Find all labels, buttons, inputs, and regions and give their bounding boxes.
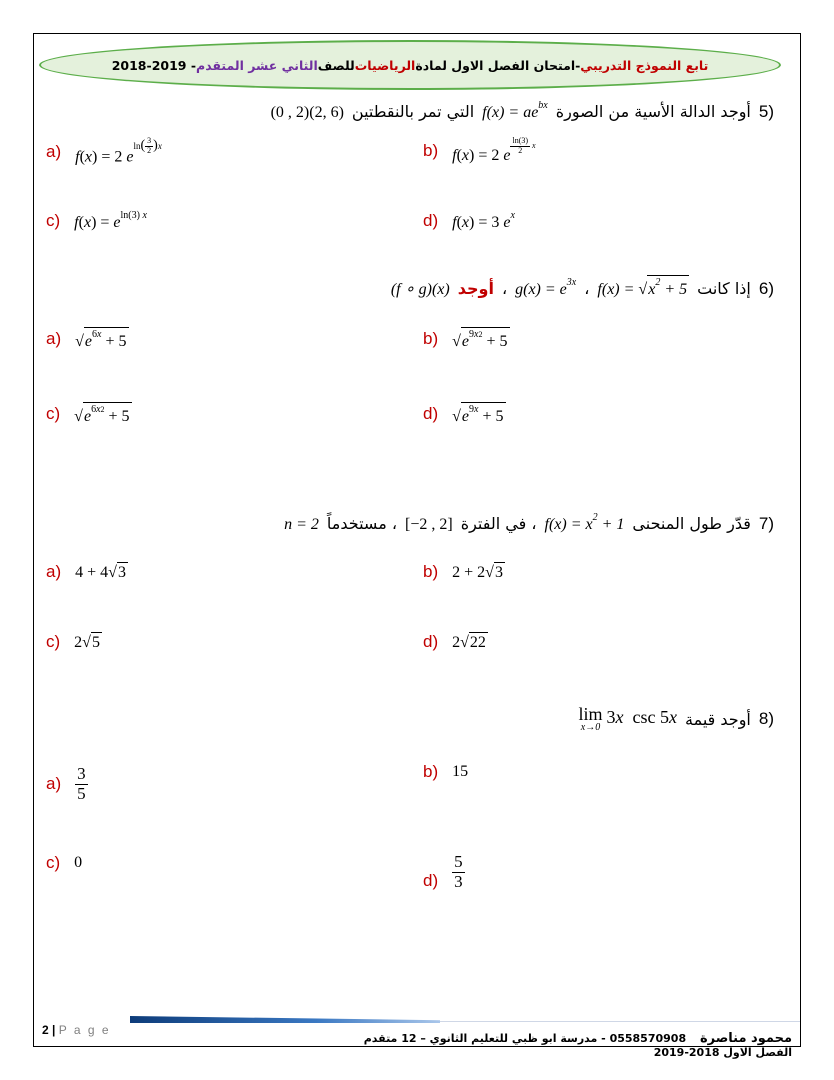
q5-option-b-value: f(x) = 2 e $^{\frac{\ln(3)}{2} x}$: [452, 136, 536, 165]
q7-option-b[interactable]: [423, 562, 505, 582]
q7-option-a-value: 4 + 4√3: [75, 564, 126, 581]
question-8-text: أوجد قيمة: [685, 709, 751, 729]
q5-option-a-label: a): [46, 141, 62, 161]
q6-option-a-label: a): [46, 329, 62, 348]
footer-divider: [440, 1021, 800, 1022]
question-6-sep1: ،: [584, 279, 590, 298]
q8-option-d-value: [452, 853, 465, 891]
q8-option-a[interactable]: [46, 765, 88, 803]
page-number: 2: [42, 1023, 49, 1037]
question-6-sep2: ،: [501, 279, 508, 298]
question-8-number: 8): [758, 709, 774, 728]
footer-phone: 0558570908: [609, 1032, 687, 1045]
question-5: [271, 100, 774, 122]
question-6-highlight: أوجد: [457, 279, 494, 298]
question-6: [391, 275, 774, 299]
q8-option-a-value: [75, 765, 88, 803]
q5-option-d[interactable]: [423, 210, 515, 232]
page-frame: [33, 33, 801, 1047]
q6-option-c-label: c): [46, 404, 61, 423]
q7-option-d[interactable]: [423, 632, 488, 652]
footer-credits: [364, 1031, 792, 1059]
q7-option-c-value: 2√5: [74, 634, 100, 651]
q8-option-a-label: a): [46, 774, 62, 794]
question-7: [284, 512, 774, 534]
header-grade: الثاني عشر المتقدم: [196, 57, 318, 73]
question-6-g: $g(x) = e^{3x}$: [515, 277, 577, 298]
q5-option-c-value: $f(x) = e^{ln(3) x}$: [74, 210, 147, 231]
q5-option-c-label: c): [46, 211, 61, 230]
q6-option-b-label: b): [423, 329, 439, 348]
q7-option-a[interactable]: [46, 562, 128, 582]
question-6-number: 6): [758, 279, 774, 298]
question-5-points: (0 , 2)(2, 6): [270, 104, 344, 121]
footer-page-number: 2 | P a g e: [42, 1023, 111, 1037]
q7-option-d-label: d): [423, 632, 439, 651]
q7-option-a-label: a): [46, 562, 62, 581]
header-part4: للصف: [317, 57, 355, 73]
q6-option-d[interactable]: [423, 402, 506, 426]
question-8-limit: lim x→0 3x csc 5x: [578, 704, 678, 733]
question-7-n: n = 2: [284, 516, 319, 533]
header-part2: -امتحان الفصل الاول لمادة: [415, 57, 581, 73]
footer-school: - مدرسة ابو ظبي للتعليم الثانوي – 12 متقدم: [363, 1032, 606, 1045]
q8-option-d-numerator: 5: [454, 852, 463, 871]
question-5-number: 5): [758, 102, 774, 121]
q7-option-b-label: b): [423, 562, 439, 581]
q8-option-c-value: 0: [74, 854, 83, 871]
q6-option-d-value: $√e^{9x} + 5$: [452, 404, 504, 425]
q6-option-c-value: $√e^{6x2} + 5$: [74, 404, 130, 425]
footer-author: محمود مناصرة: [699, 1031, 792, 1046]
q8-option-d[interactable]: [423, 853, 465, 891]
q5-option-d-label: d): [423, 211, 439, 230]
q8-option-c-label: c): [46, 853, 61, 872]
q5-option-d-value: f(x) = 3 $e^x$: [452, 210, 515, 231]
q8-option-b-value: 15: [452, 763, 469, 780]
question-7-text3: ، مستخدماً: [326, 514, 398, 533]
header-subject: الرياضيات: [354, 57, 416, 73]
header-year: - 2018-2019: [111, 57, 197, 73]
question-7-interval: [−2 , 2]: [405, 516, 453, 533]
q7-option-b-value: 2 + 2√3: [452, 564, 503, 581]
exam-header-banner: [39, 40, 781, 90]
q8-option-a-numerator: 3: [77, 764, 86, 783]
q6-option-b[interactable]: [423, 327, 510, 351]
question-5-text: أوجد الدالة الأسية من الصورة: [555, 102, 751, 121]
q5-option-a-value: f(x) = 2 $e^{ln ( \frac{3}{2} ) x}$: [75, 136, 162, 166]
question-5-text2: التي تمر بالنقطتين: [351, 102, 475, 121]
page-word: P a g e: [58, 1023, 111, 1037]
q8-option-c[interactable]: [46, 853, 82, 873]
q6-option-a[interactable]: [46, 327, 129, 351]
q5-option-b[interactable]: [423, 137, 536, 165]
q5-option-c[interactable]: [46, 210, 147, 232]
q7-option-c[interactable]: [46, 632, 102, 652]
question-5-formula: $f(x) = ae^{bx}$: [482, 100, 548, 121]
question-6-target: (f ∘ g)(x): [390, 281, 450, 298]
q6-option-c[interactable]: [46, 402, 132, 426]
q6-option-d-label: d): [423, 404, 439, 423]
q6-option-b-value: $√e^{9x2} + 5$: [452, 329, 508, 350]
q7-option-c-label: c): [46, 632, 61, 651]
q8-option-a-denominator: 5: [77, 783, 86, 803]
question-7-text: قدّر طول المنحنى: [632, 514, 751, 533]
q8-option-d-denominator: 3: [454, 871, 463, 891]
q5-option-a[interactable]: [46, 137, 162, 166]
q7-option-d-value: 2√22: [452, 634, 486, 651]
q8-option-b-label: b): [423, 762, 439, 781]
q5-option-b-label: b): [423, 141, 439, 161]
q8-option-d-label: d): [423, 871, 439, 891]
question-8: [579, 705, 774, 733]
q6-option-a-value: $√e^{6x} + 5$: [75, 329, 127, 350]
question-6-f: $f(x) = √x^2 + 5$: [597, 277, 688, 298]
q8-option-b[interactable]: [423, 762, 468, 782]
question-7-number: 7): [758, 514, 774, 533]
footer-term: الفصل الاول 2018-2019: [653, 1046, 792, 1059]
header-part1: تابع النموذج التدريبي: [580, 57, 709, 73]
question-7-func: $f(x) = x^2 + 1$: [544, 512, 625, 533]
question-7-text2: ، في الفترة: [460, 514, 537, 533]
question-6-text: إذا كانت: [697, 279, 751, 298]
